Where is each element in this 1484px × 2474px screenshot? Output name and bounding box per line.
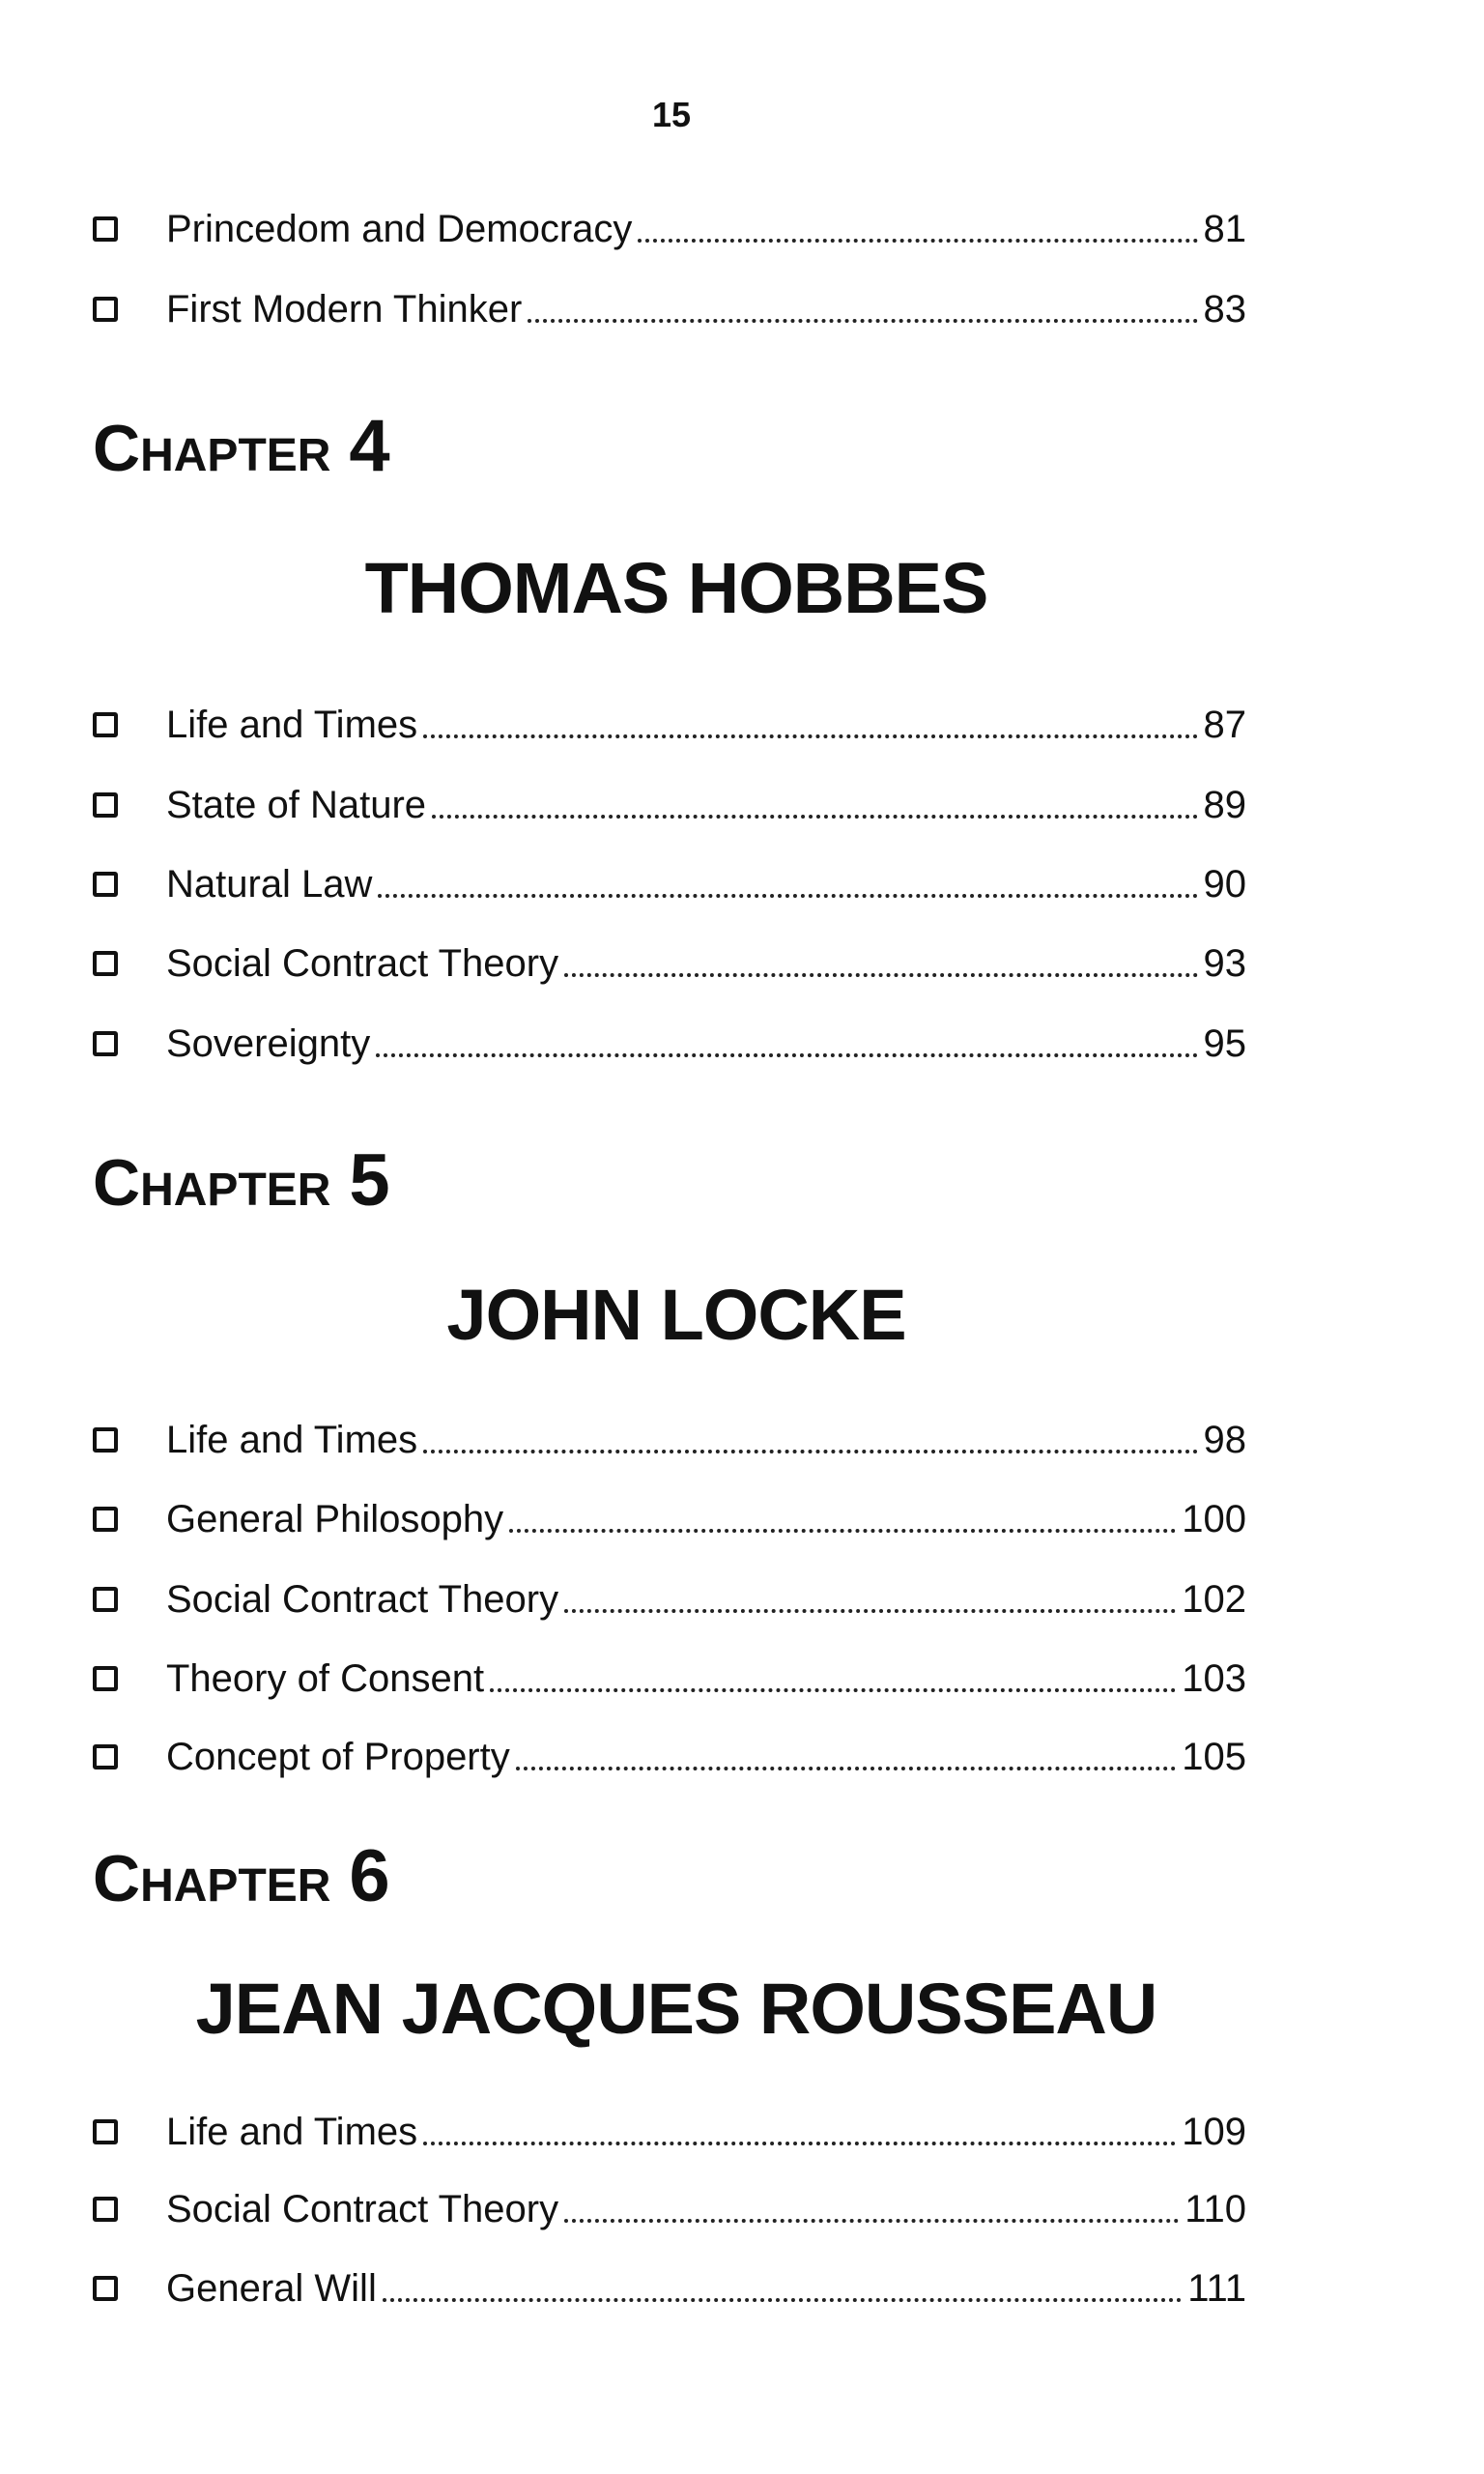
toc-entry[interactable] [93, 2259, 1246, 2317]
toc-entry[interactable] [93, 1728, 1246, 1786]
entry-title: Social Contract Theory [166, 1577, 559, 1621]
dot-leader [423, 1450, 1197, 1453]
entry-page: 109 [1182, 2110, 1246, 2153]
toc-entry[interactable] [93, 1411, 1246, 1469]
dot-leader [564, 2219, 1179, 2223]
entry-title: State of Nature [166, 783, 427, 826]
dot-leader [638, 239, 1197, 243]
checkbox-icon [93, 951, 118, 976]
toc-entry[interactable] [93, 696, 1246, 754]
entry-page: 83 [1203, 287, 1246, 331]
checkbox-icon [93, 2197, 118, 2222]
entry-title: Life and Times [166, 1418, 418, 1461]
dot-leader [376, 1053, 1197, 1057]
chapter-label: Chapter [93, 1146, 331, 1220]
entry-page: 105 [1182, 1735, 1246, 1778]
dot-leader [564, 1609, 1176, 1613]
entry-page: 103 [1182, 1656, 1246, 1700]
entry-title: General Philosophy [166, 1497, 504, 1540]
entry-title: General Will [166, 2266, 377, 2310]
toc-entry[interactable] [93, 2180, 1246, 2238]
entry-page: 110 [1184, 2187, 1246, 2230]
dot-leader [432, 815, 1197, 819]
toc-entry[interactable] [93, 1015, 1246, 1073]
entry-title: Social Contract Theory [166, 2187, 559, 2230]
dot-leader [383, 2298, 1182, 2302]
checkbox-icon [93, 297, 118, 322]
checkbox-icon [93, 216, 118, 242]
dot-leader [509, 1529, 1176, 1533]
entry-page: 95 [1203, 1021, 1246, 1065]
dot-leader [378, 894, 1197, 898]
toc-entry[interactable] [93, 776, 1246, 834]
entry-title: Life and Times [166, 703, 418, 746]
entry-page: 89 [1203, 783, 1246, 826]
chapter-label: Chapter [93, 412, 331, 485]
entry-title: Theory of Consent [166, 1656, 485, 1700]
entry-page: 100 [1182, 1497, 1246, 1540]
dot-leader [490, 1688, 1176, 1692]
toc-entry[interactable] [93, 1490, 1246, 1548]
checkbox-icon [93, 872, 118, 897]
chapter-number: 5 [349, 1139, 390, 1222]
toc-entry[interactable] [93, 200, 1246, 258]
toc-entry[interactable] [93, 1570, 1246, 1628]
checkbox-icon [93, 1031, 118, 1056]
checkbox-icon [93, 712, 118, 737]
dot-leader [528, 319, 1197, 323]
chapter-heading [93, 404, 390, 488]
entry-title: Life and Times [166, 2110, 418, 2153]
checkbox-icon [93, 1744, 118, 1769]
chapter-label: Chapter [93, 1842, 331, 1915]
chapter-number: 4 [349, 405, 390, 487]
entry-page: 111 [1187, 2266, 1246, 2310]
chapter-number: 6 [349, 1835, 390, 1917]
entry-title: Sovereignty [166, 1021, 371, 1065]
dot-leader [516, 1767, 1177, 1770]
checkbox-icon [93, 2119, 118, 2144]
entry-title: Social Contract Theory [166, 941, 559, 985]
checkbox-icon [93, 1507, 118, 1532]
dot-leader [564, 973, 1197, 977]
entry-page: 93 [1203, 941, 1246, 985]
page-number: 15 [651, 95, 692, 134]
entry-title: Natural Law [166, 862, 373, 906]
entry-page: 87 [1203, 703, 1246, 746]
chapter-title: JOHN LOCKE [446, 1275, 906, 1355]
toc-entry[interactable] [93, 280, 1246, 338]
entry-page: 98 [1203, 1418, 1246, 1461]
checkbox-icon [93, 1587, 118, 1612]
entry-title: Princedom and Democracy [166, 207, 633, 250]
chapter-title: JEAN JACQUES ROUSSEAU [195, 1969, 1157, 2049]
dot-leader [423, 2142, 1176, 2145]
entry-page: 81 [1203, 207, 1246, 250]
dot-leader [423, 734, 1197, 738]
entry-title: Concept of Property [166, 1735, 510, 1778]
entry-page: 90 [1203, 862, 1246, 906]
toc-entry[interactable] [93, 935, 1246, 992]
toc-entry[interactable] [93, 2103, 1246, 2161]
entry-title: First Modern Thinker [166, 287, 523, 331]
chapter-title: THOMAS HOBBES [364, 548, 988, 628]
checkbox-icon [93, 2276, 118, 2301]
toc-entry[interactable] [93, 1650, 1246, 1708]
toc-entry[interactable] [93, 855, 1246, 913]
entry-page: 102 [1182, 1577, 1246, 1621]
checkbox-icon [93, 792, 118, 818]
chapter-heading [93, 1138, 390, 1223]
checkbox-icon [93, 1666, 118, 1691]
chapter-heading [93, 1834, 390, 1918]
checkbox-icon [93, 1427, 118, 1453]
